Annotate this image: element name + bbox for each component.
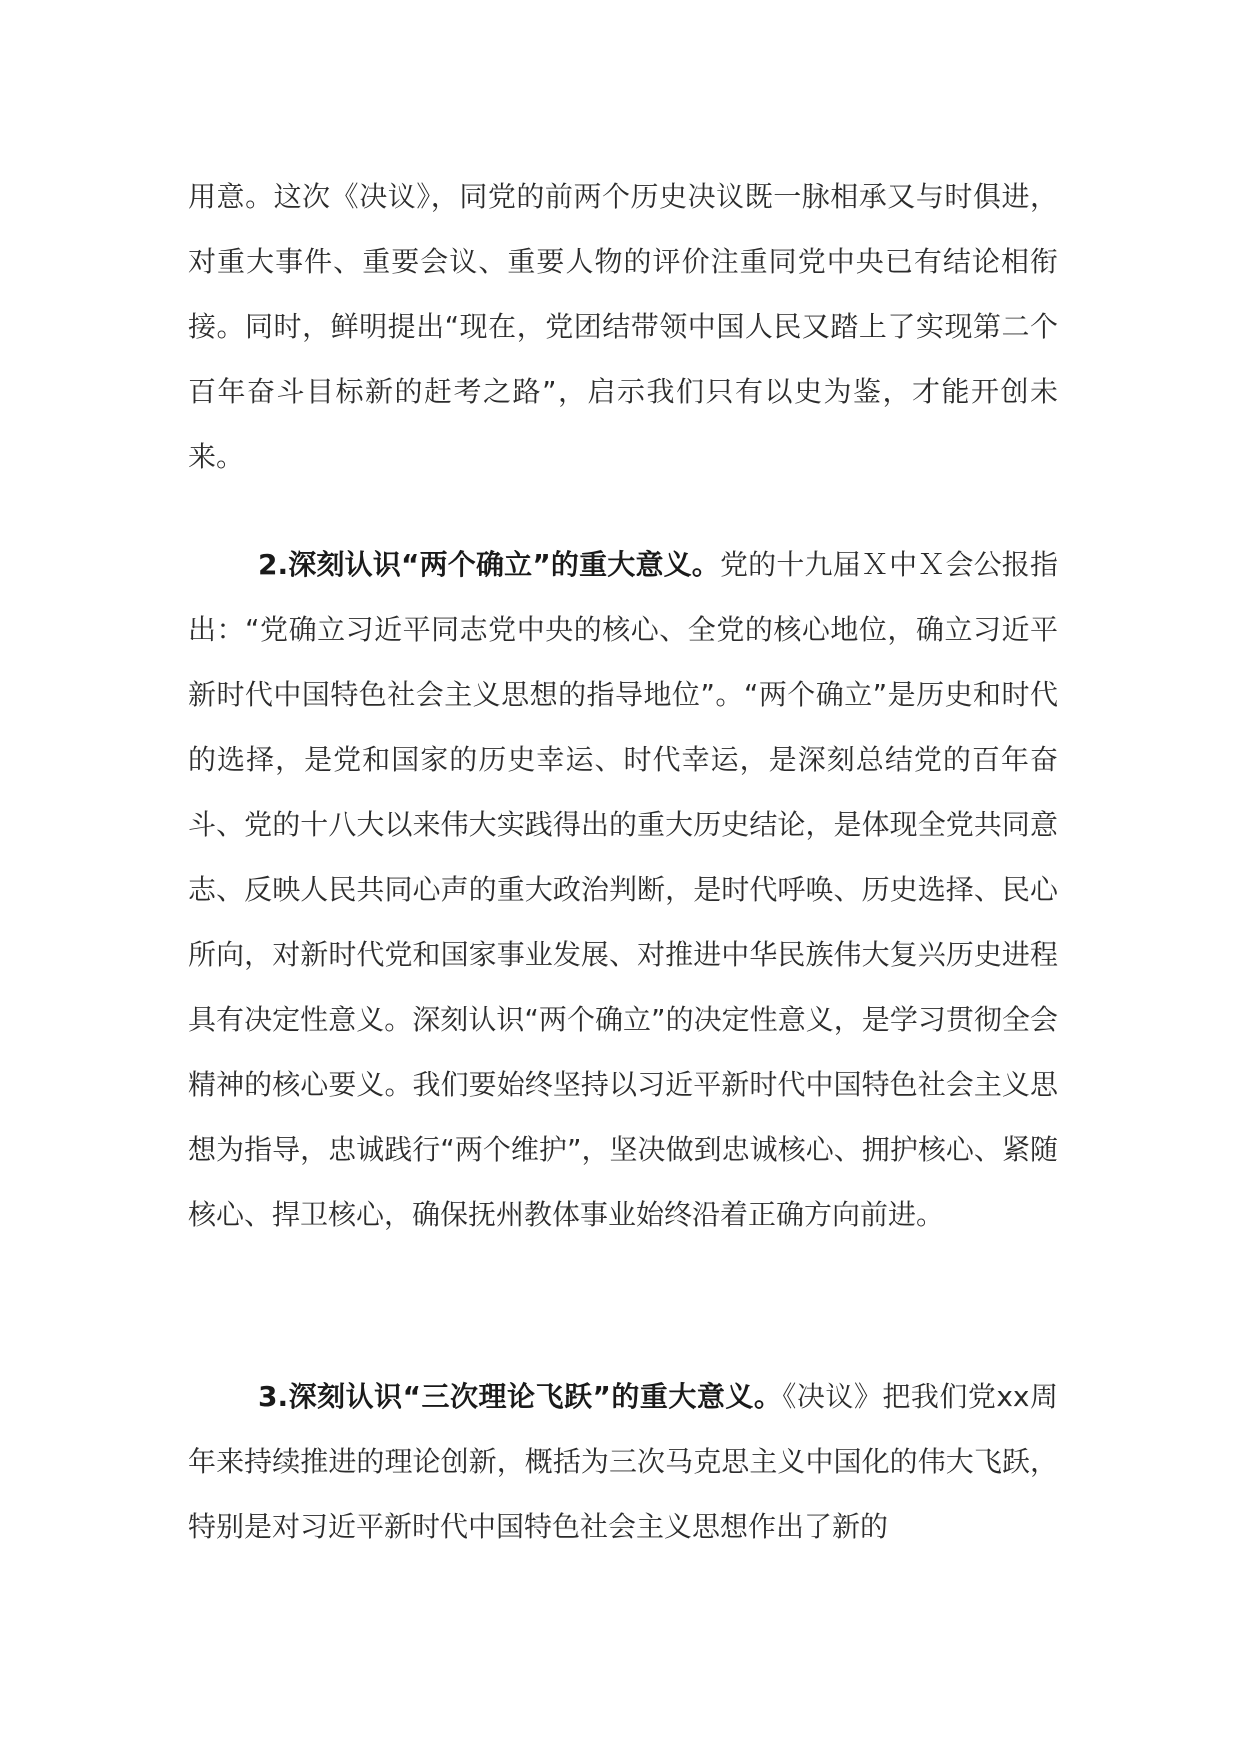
section-heading-3: 3.深刻认识“三次理论飞跃”的重大意义。 (258, 1380, 783, 1413)
section-body-3: 《决议》把我们党xx周年来持续推进的理论创新，概括为三次马克思主义中国化的伟大飞跃，特别是对习近平新时代中国特色社会主义思想作出了新的 (188, 1380, 1058, 1543)
section-body-2: 党的十九届Ｘ中Ｘ会公报指出：“党确立习近平同志党中央的核心、全党的核心地位，确立习近平新时代中国特色社会主义思想的指导地位”。“两个确立”是历史和时代的选择，是党和国家的历史幸运、时代幸运，是深刻总结党的百年奋斗、党的十八大以来伟大实践得出的重大历史结论，是体现全党共同意志、反映人民共同心声的重大政治判断，是时代呼唤、历史选择、民心所向，对新时代党和国家事业发展、对推进中华民族伟大复兴历史进程具有决定性意义。深刻认识“两个确立”的决定性意义，是学习贯彻全会精神的核心要义。我们要始终坚持以习近平新时代中国特色社会主义思想为指导，忠诚践行“两个维护”，坚决做到忠诚核心、拥护核心、紧随核心、捍卫核心，确保抚州教体事业始终沿着正确方向前进。 (188, 548, 1058, 1231)
paragraph-continuation: 用意。这次《决议》，同党的前两个历史决议既一脉相承又与时俱进，对重大事件、重要会议、重要人物的评价注重同党中央已有结论相衔接。同时，鲜明提出“现在，党团结带领中国人民又踏上了实现第二个百年奋斗目标新的赶考之路”，启示我们只有以史为鉴，才能开创未来。 (188, 180, 1058, 473)
section-heading-2: 2.深刻认识“两个确立”的重大意义。 (258, 548, 720, 581)
paragraph-two-established (188, 532, 1058, 1247)
paragraph-three-leaps (188, 1364, 1058, 1559)
